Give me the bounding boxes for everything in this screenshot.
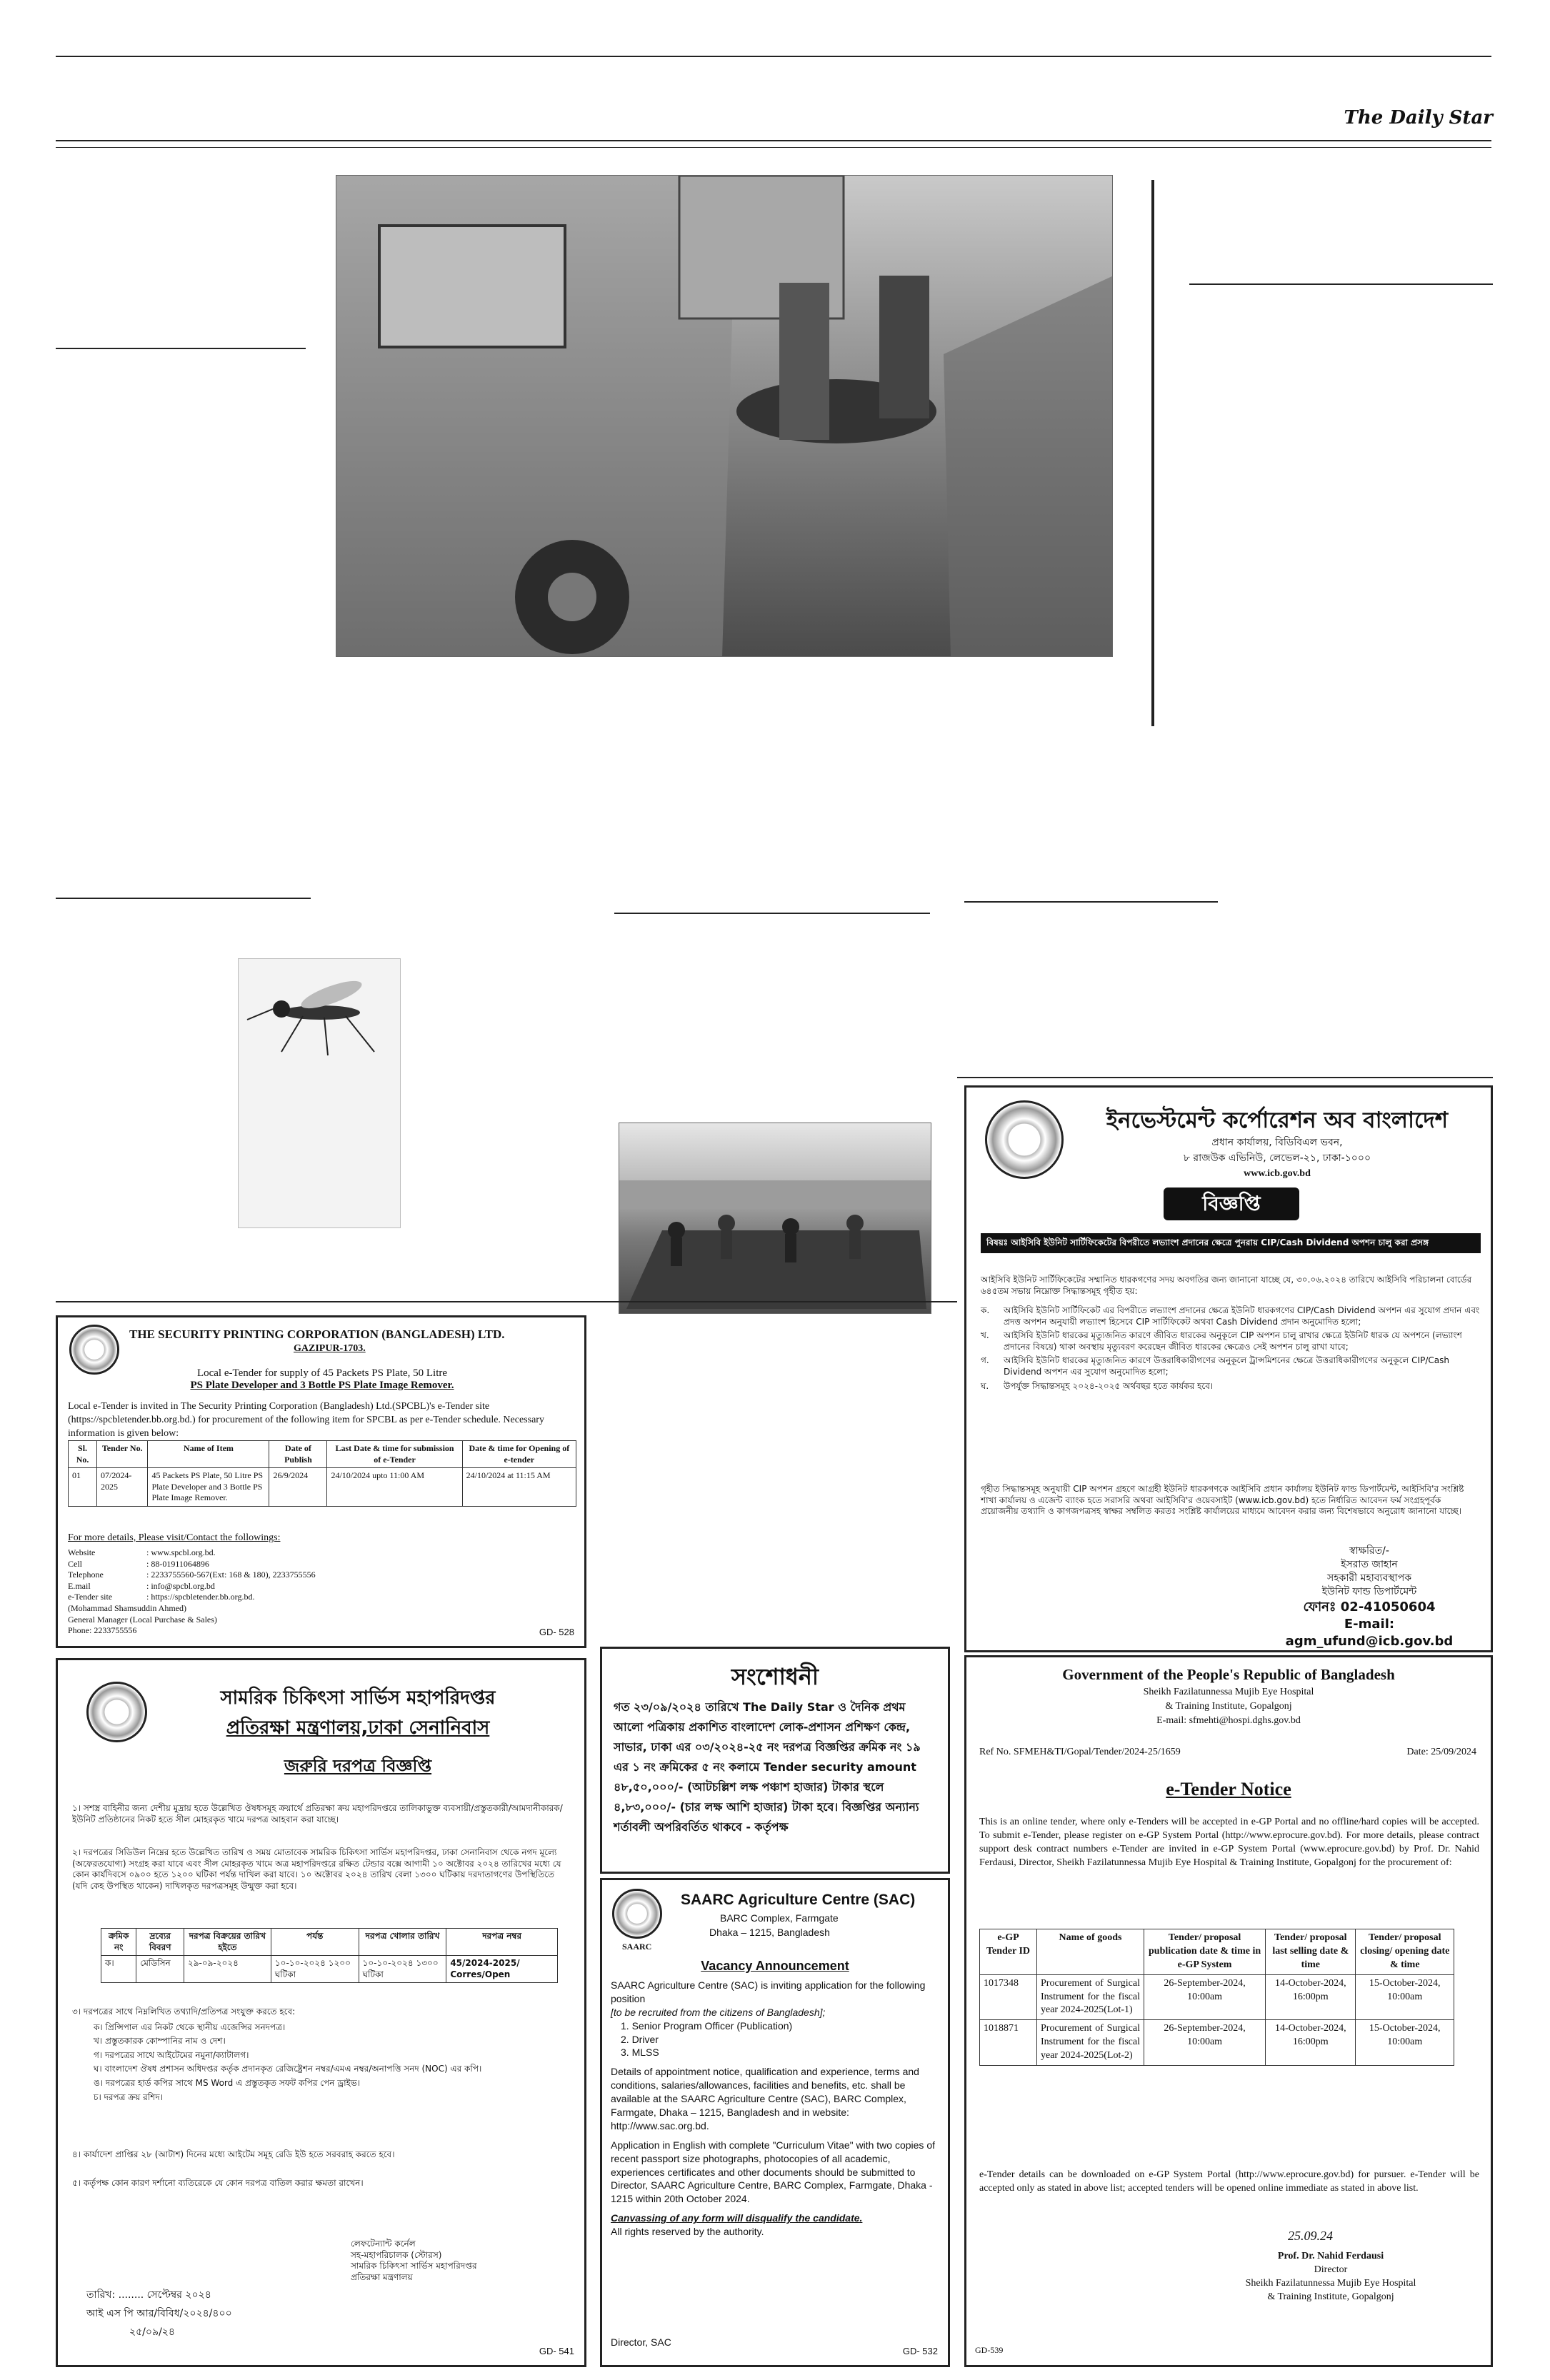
contact-key: Website <box>68 1547 96 1557</box>
cmh-td: 45/2024-2025/ Corres/Open <box>446 1956 558 1983</box>
cmh-p3-item: চ। দরপত্র ক্রয় রশিদ। <box>94 2092 163 2102</box>
correction-title: সংশোধনী <box>731 1663 819 1690</box>
cmh-p3-item: ঙ। দরপত্রের হার্ড কপির সাথে MS Word এ প্রস্তুতকৃত সফট কপির পেন ড্রাইভ। <box>94 2077 361 2088</box>
cmh-ref: আই এস পি আর/বিবিধ/২০২৪/৪০০ <box>86 2308 232 2319</box>
road-accident-photo <box>336 175 1113 657</box>
eye-sign-line: Director <box>1314 2264 1348 2275</box>
spcbl-th: Name of Item <box>148 1441 269 1468</box>
eye-signature-block <box>1181 2250 1481 2304</box>
column-rule-left-mid <box>56 898 311 899</box>
cmh-p3 <box>72 2007 572 2106</box>
eye-sign-line: Sheikh Fazilatunnessa Mujib Eye Hospital <box>1245 2277 1416 2289</box>
eye-td: 14-October-2024, 16:00pm <box>1266 2020 1356 2066</box>
saarc-warning: Canvassing of any form will disqualify the candidate. <box>611 2212 863 2224</box>
cmh-title1: সামরিক চিকিৎসা সার্ভিস মহাপরিদপ্তর <box>220 1687 496 1709</box>
icb-signature-block <box>1262 1545 1476 1650</box>
eye-td: Procurement of Surgical Instrument for the fiscal year 2024-2025(Lot-1) <box>1037 1974 1144 2020</box>
cmh-td: ক। <box>101 1956 136 1983</box>
spcbl-intro: Local e-Tender is invited in The Security Printing Corporation (Bangladesh) Ltd.(SPCBL)'s e-Tender site (https://spcbletender.bb.org.bd.) for procurement of the following item for SPCBL as per e-Tender schedule. Necessary information is given below: <box>68 1401 544 1439</box>
icb-logo-icon <box>985 1100 1064 1179</box>
spcbl-th: Tender No. <box>97 1441 148 1468</box>
masthead-rule-1 <box>56 140 1491 141</box>
eye-td: Procurement of Surgical Instrument for the fiscal year 2024-2025(Lot-2) <box>1037 2020 1144 2066</box>
military-emblem-icon <box>86 1682 147 1742</box>
ads-top-rule-right <box>957 1077 1493 1078</box>
icb-notice-banner: বিজ্ঞপ্তি <box>1164 1188 1299 1220</box>
cmh-p1: ১। সশস্ত্র বাহিনীর জন্য দেশীয় মুদ্রায় হতে উল্লেখিত ঔষধসমূহ ক্রয়ার্থে প্রতিরক্ষা ক্রয় মহাপরিদপ্তরে তালিকাভুক্ত ব্যবসায়ী/প্রস্তুতকারী/আমদানীকারক/ইউনিট প্রতিষ্ঠানের নিকট হতে সীল মোহরকৃত খামে দরপত্র আহবান করা যাচ্ছে। <box>72 1803 563 1824</box>
contact-key: Cell <box>68 1558 82 1569</box>
cmh-th: দ্রব্যের বিবরণ <box>136 1929 184 1956</box>
icb-body-intro: আইসিবি ইউনিট সার্টিফিকেটের সম্মানিত ধারকগণের সদয় অবগতির জন্য জানানো যাচ্ছে যে, ৩০.০৬.২০২৪ তারিখে আইসিবি পরিচালনা বোর্ডের ৬৪৫তম সভায় নিম্নোক্ত সিদ্ধান্তসমূহ গৃহীত হয়: <box>981 1275 1472 1296</box>
column-rule-right-top <box>1189 283 1493 285</box>
icb-address1: প্রধান কার্যালয়, বিডিবিএল ভবন, <box>1211 1137 1343 1148</box>
cmh-td: ২৯-০৯-২০২৪ <box>184 1956 271 1983</box>
contact-value: info@spcbl.org.bd <box>151 1580 215 1591</box>
icb-sign-email: E-mail: agm_ufund@icb.gov.bd <box>1285 1616 1454 1650</box>
cmh-th: দরপত্র খোলার তারিখ <box>359 1929 446 1956</box>
icb-point-number: ঘ. <box>981 1380 989 1391</box>
spcbl-th: Last Date & time for submission of e-Tender <box>327 1441 462 1468</box>
icb-website: www.icb.gov.bd <box>1244 1168 1311 1179</box>
cmh-p3-item: গ। দরপত্রের সাথে আইটেমের নমুনা/ক্যাটালগ। <box>94 2049 249 2060</box>
spcbl-heading-line2: PS Plate Developer and 3 Bottle PS Plate Image Remover. <box>190 1380 454 1391</box>
cmh-sign-line: লেফটেন্যান্ট কর্নেল <box>351 2239 416 2249</box>
saarc-logo-text: SAARC <box>622 1942 652 1952</box>
eye-th: e-GP Tender ID <box>980 1929 1037 1975</box>
icb-points <box>981 1305 1481 1395</box>
spcbl-signatory <box>68 1603 217 1637</box>
saarc-intro: SAARC Agriculture Centre (SAC) is inviting application for the following position <box>611 1979 926 2004</box>
signatory-title: General Manager (Local Purchase & Sales) <box>68 1614 217 1625</box>
spcbl-place: GAZIPUR-1703. <box>294 1343 366 1354</box>
table-row <box>980 1974 1454 2020</box>
icb-address2: ৮ রাজউক এভিনিউ, লেভেল-২১, ঢাকা-১০০০ <box>1183 1153 1371 1164</box>
eye-td: 1017348 <box>980 1974 1037 2020</box>
icb-point-number: ক. <box>981 1305 990 1315</box>
spcbl-td: 24/10/2024 upto 11:00 AM <box>327 1468 462 1507</box>
contact-key: e-Tender site <box>68 1592 113 1602</box>
signatory-phone: Phone: 2233755556 <box>68 1625 137 1636</box>
icb-point-text: আইসিবি ইউনিট ধারকের মৃত্যুজনিত কারণে উত্তরাধিকারীগণের অনুকূলে ট্রান্সমিশনের ক্ষেত্রে উত্তরাধিকারীগণের অনুকূলে CIP/Cash Dividend অপশন এর সুযোগ অনুমোদিত হলো; <box>1004 1355 1449 1377</box>
contact-value: 88-01911064896 <box>151 1558 209 1569</box>
saarc-note: [to be recruited from the citizens of Bangladesh]; <box>611 2006 826 2018</box>
ad-eye-hospital <box>964 1655 1493 2367</box>
saarc-body <box>611 1979 939 2239</box>
cmh-td: ১০-১০-২০২৪ ১৩০০ ঘটিকা <box>359 1956 446 1983</box>
eye-td: 26-September-2024, 10:00am <box>1144 1974 1266 2020</box>
spcbl-org-name: THE SECURITY PRINTING CORPORATION (BANGLADESH) LTD. <box>129 1327 505 1341</box>
icb-sign-line: ইউনিট ফান্ড ডিপার্টমেন্ট <box>1321 1585 1417 1597</box>
eye-sign-line: & Training Institute, Gopalgonj <box>1267 2291 1394 2302</box>
eye-date: Date: 25/09/2024 <box>1406 1747 1476 1757</box>
ad-correction <box>600 1647 950 1874</box>
saarc-details: Details of appointment notice, qualification and experience, terms and conditions, salaries/allowances, facilities and benefits, etc. shall be available at the SAARC Agriculture Centre (SAC), BARC Complex, Farmgate, Dhaka – 1215, Bangladesh and in website: http://www.sac.org.bd. <box>611 2066 919 2132</box>
spcbl-td: 45 Packets PS Plate, 50 Litre PS Plate Developer and 3 Bottle PS Plate Image Remover. <box>148 1468 269 1507</box>
spcbl-td: 26/9/2024 <box>269 1468 327 1507</box>
ad-icb <box>964 1085 1493 1652</box>
icb-point-number: গ. <box>981 1355 989 1366</box>
saarc-gd-code: GD- 532 <box>902 2346 938 2356</box>
spcbl-contacts: Website : www.spcbl.org.bd. Cell : 88-01911064896 Telephone : 2233755560-567(Ext: 168 & 180), 2233755556 E.mail : info@spcbl.org.bd e-Tender site : https://spcbletender.bb.org.bd. <box>68 1547 316 1602</box>
spcbl-heading-line1: Local e-Tender for supply of 45 Packets PS Plate, 50 Litre <box>196 1367 448 1379</box>
cmh-th: দরপত্র নম্বর <box>446 1929 558 1956</box>
ad-military-medical <box>56 1658 586 2367</box>
eye-hospital2: & Training Institute, Gopalgonj <box>1165 1701 1292 1712</box>
cmh-sign-line: সামরিক চিকিৎসা সার্ভিস মহাপরিদপ্তর <box>351 2261 477 2271</box>
cmh-p4: ৪। কার্যাদেশ প্রাপ্তির ২৮ (আটাশ) দিনের মধ্যে আইটেম সমূহ রেডি ইউ হতে সরবরাহ করতে হবে। <box>72 2149 395 2159</box>
saarc-apply: Application in English with complete "Curriculum Vitae" with two copies of recent passport size photographs, photocopies of all academic, experiences certificates and other documents should be submitted to Director, SAARC Agriculture Centre, BARC Complex, Farmgate, Dhaka - 1215 within 20th October 2024. <box>611 2139 936 2205</box>
cmh-heading: জরুরি দরপত্র বিজ্ঞপ্তি <box>284 1756 432 1776</box>
eye-td: 15-October-2024, 10:00am <box>1356 2020 1454 2066</box>
icb-point-text: আইসিবি ইউনিট ধারকের মৃত্যুজনিত কারণে জীবিত ধারকের অনুকূলে CIP অপশন চালু রাখার ক্ষেত্রে ইউনিট ধারক যে অপশনে (লভ্যাংশ প্রদানের বিষয়ে) থাকা অবস্থায় মৃত্যুবরণ করেছেন জীবিত ধারকের ক্ষেত্রেও সেই অপশন চালু রাখা যাবে; <box>1004 1330 1462 1352</box>
cmh-p5: ৫। কর্তৃপক্ষ কোন কারণ দর্শানো ব্যতিরেকে যে কোন দরপত্র বাতিল করার ক্ষমতা রাখেন। <box>72 2178 364 2188</box>
icb-body-end: গৃহীত সিদ্ধান্তসমূহ অনুযায়ী CIP অপশন গ্রহণে আগ্রহী ইউনিট ধারকগণকে আইসিবি প্রধান কার্যালয় ইউনিট ফান্ড ডিপার্টমেন্ট, আইসিবি'র সংশ্লিষ্ট শাখা কার্যালয় ও এজেন্ট ব্যাংক হতে সরাসরি অথবা আইসিবি'র ওয়েবসাইট (www.icb.gov.bd) হতে নির্ধারিত আবেদন ফর্ম সংগ্রহপূর্বক প্রয়োজনীয় তথ্যাদি ও কাগজপত্রসহ স্বাক্ষর সম্বলিত করতঃ সংশ্লিষ্ট কার্যালয়ের মাধ্যমে আবেদন করার জন্য বিশেষভাবে অনুরোধ জানানো যাচ্ছে। <box>981 1484 1464 1517</box>
saarc-addr2: Dhaka – 1215, Bangladesh <box>709 1927 830 1938</box>
eye-td: 26-September-2024, 10:00am <box>1144 2020 1266 2066</box>
cmh-td: ১০-১০-২০২৪ ১২০০ ঘটিকা <box>271 1956 359 1983</box>
vertical-rule-right <box>1151 180 1154 726</box>
eye-th: Name of goods <box>1037 1929 1144 1975</box>
saarc-addr1: BARC Complex, Farmgate <box>720 1912 839 1924</box>
column-rule-right-mid <box>964 901 1218 903</box>
table-row <box>980 2020 1454 2066</box>
cmh-table <box>101 1928 558 1983</box>
ads-top-rule <box>56 1301 957 1302</box>
contact-key: E.mail <box>68 1580 91 1591</box>
eye-heading: e-Tender Notice <box>1166 1779 1291 1799</box>
eye-handwritten-signature: 25.09.24 <box>1288 2229 1333 2243</box>
eye-th: Tender/ proposal last selling date & time <box>1266 1929 1356 1975</box>
boat-photo <box>619 1123 931 1314</box>
contact-value: https://spcbletender.bb.org.bd. <box>151 1592 255 1602</box>
contact-value: 2233755560-567(Ext: 168 & 180), 2233755556 <box>151 1570 316 1580</box>
cmh-th: ক্রমিক নং <box>101 1929 136 1956</box>
eye-table <box>979 1929 1454 2066</box>
saarc-position: 3. MLSS <box>621 2047 659 2059</box>
icb-sign-line: স্বাক্ষরিত/- <box>1349 1545 1389 1557</box>
spcbl-td: 01 <box>69 1468 97 1507</box>
cmh-gd-code: GD- 541 <box>539 2346 574 2356</box>
eye-td: 15-October-2024, 10:00am <box>1356 1974 1454 2020</box>
eye-gd-code: GD-539 <box>975 2345 1004 2356</box>
icb-point-text: উপর্যুক্ত সিদ্ধান্তসমূহ ২০২৪-২০২৫ অর্থবছর হতে কার্যকর হবে। <box>1004 1380 1214 1391</box>
eye-td: 1018871 <box>980 2020 1037 2066</box>
spcbl-heading <box>86 1367 558 1392</box>
icb-point-number: খ. <box>981 1330 989 1341</box>
saarc-position: 1. Senior Program Officer (Publication) <box>621 2019 793 2032</box>
eye-intro: This is an online tender, where only e-Tenders will be accepted in e-GP Portal and no offline/hard copies will be accepted. To submit e-Tender, please register on e-GP System Portal (http://www.eprocure.gov.bd). For more details, please contract support desk contract numbers e-Tender are invited in e-GP System Portal (www.eprocure.gov.bd) by Prof. Dr. Nahid Ferdausi, Director, Sheikh Fazilatunnessa Mujib Eye Hospital & Training Institute, Gopalgonj for the procurement of: <box>979 1817 1479 1868</box>
eye-th: Tender/ proposal closing/ opening date & time <box>1356 1929 1454 1975</box>
icb-subject: বিষয়ঃ আইসিবি ইউনিট সার্টিফিকেটের বিপরীতে লভ্যাংশ প্রদানের ক্ষেত্রে পুনরায় CIP/Cash Dividend অপশন চালু করা প্রসঙ্গ <box>981 1233 1481 1253</box>
masthead-rule-2 <box>56 147 1491 148</box>
contact-key: Telephone <box>68 1570 104 1580</box>
cmh-p3-item: ঘ। বাংলাদেশ ঔষধ প্রশাসন অধিদপ্তর কর্তৃক প্রদানকৃত রেজিষ্ট্রেশন নম্বর/এমএ নম্বর/অনাপত্তি সনদ (NOC) এর কপি। <box>94 2064 482 2074</box>
column-rule-left-top <box>56 348 306 349</box>
cmh-signature-block <box>351 2239 565 2283</box>
spcbl-gd-code: GD- 528 <box>539 1627 574 1637</box>
icb-point-text: আইসিবি ইউনিট সার্টিফিকেট এর বিপরীতে লভ্যাংশ প্রদানের ক্ষেত্রে ইউনিট ধারকগণের CIP/Cash Dividend অপশন এর সুযোগ প্রদান এবং প্রদত্ত অপশন অনুযায়ী লভ্যাংশ হিসেবে CIP সার্টিফিকেট অথবা Cash Dividend প্রদান অনুমোদিত হলো; <box>1004 1305 1480 1327</box>
signatory-name: (Mohammad Shamsuddin Ahmed) <box>68 1603 186 1613</box>
icb-title: ইনভেস্টমেন্ট কর্পোরেশন অব বাংলাদেশ <box>1106 1108 1449 1133</box>
spcbl-td: 24/10/2024 at 11:15 AM <box>462 1468 576 1507</box>
spcbl-th: Date & time for Opening of e-tender <box>462 1441 576 1468</box>
spcbl-th: Date of Publish <box>269 1441 327 1468</box>
eye-gov: Government of the People's Republic of Bangladesh <box>1062 1666 1395 1683</box>
mosquito-photo <box>238 958 401 1228</box>
cmh-date-line: তারিখ: ........ সেপ্টেম্বর ২০২৪ <box>86 2289 211 2301</box>
icb-sign-line: ইসরাত জাহান <box>1341 1558 1398 1570</box>
cmh-td: মেডিসিন <box>136 1956 184 1983</box>
cmh-p3-item: ক। প্রিন্সিপাল এর নিকট থেকে স্থানীয় এজেন্সির সনদপত্র। <box>94 2022 286 2032</box>
cmh-ref-date: ২৫/০৯/২৪ <box>129 2326 175 2338</box>
spcbl-td: 07/2024-2025 <box>97 1468 148 1507</box>
cmh-p3-head: ৩। দরপত্রের সাথে নিম্নলিখিত তথ্যাদি/প্রতিপত্র সংযুক্ত করতে হবে: <box>72 2007 296 2017</box>
eye-footer: e-Tender details can be downloaded on e-GP System Portal (http://www.eprocure.gov.bd) for pursuer. e-Tender will be accepted only as stated in above list; accepted tenders will be opened online immediate as stated in above list. <box>979 2169 1479 2194</box>
saarc-position: 2. Driver <box>621 2033 659 2045</box>
cmh-title2: প্রতিরক্ষা মন্ত্রণালয়,ঢাকা সেনানিবাস <box>226 1717 490 1739</box>
spcbl-th: Sl. No. <box>69 1441 97 1468</box>
spcbl-details-label: For more details, Please visit/Contact the followings: <box>68 1532 281 1543</box>
icb-sign-line: সহকারী মহাব্যবস্থাপক <box>1326 1572 1412 1584</box>
cmh-th: দরপত্র বিক্রয়ের তারিখ হইতে <box>184 1929 271 1956</box>
saarc-rights: All rights reserved by the authority. <box>611 2226 764 2238</box>
spcbl-table <box>68 1440 576 1507</box>
saarc-org: SAARC Agriculture Centre (SAC) <box>681 1892 916 1908</box>
ad-saarc <box>600 1878 950 2367</box>
column-rule-center-mid <box>614 913 930 914</box>
eye-sign-line: Prof. Dr. Nahid Ferdausi <box>1277 2251 1384 2261</box>
eye-email: E-mail: sfmehti@hospi.dghs.gov.bd <box>1156 1715 1301 1726</box>
eye-ref: Ref No. SFMEH&TI/Gopal/Tender/2024-25/1659 <box>979 1747 1181 1757</box>
eye-hospital1: Sheikh Fazilatunnessa Mujib Eye Hospital <box>1143 1687 1314 1697</box>
cmh-sign-line: সহ-মহাপরিচালক (স্টোরস) <box>351 2249 442 2260</box>
eye-td: 14-October-2024, 16:00pm <box>1266 1974 1356 2020</box>
eye-th: Tender/ proposal publication date & time in e-GP System <box>1144 1929 1266 1975</box>
masthead-logo: The Daily Star <box>1344 107 1493 129</box>
icb-sign-phone: ফোনঃ 02-41050604 <box>1303 1599 1436 1615</box>
ad-security-printing <box>56 1315 586 1648</box>
saarc-sign: Director, SAC <box>611 2336 671 2348</box>
cmh-th: পর্যন্ত <box>271 1929 359 1956</box>
cmh-p2: ২। দরপত্রের সিডিউল নিম্নের হতে উল্লেখিত তারিখ ও সময় মোতাবেক সামরিক চিকিৎসা সার্ভিস মহাপরিদপ্তর, ঢাকা সেনানিবাস থেকে নগদ মূল্যে (অফেরতযোগ্য) সংগ্রহ করা যাবে এবং সীল মোহরকৃত খামে অত্র মহাপরিদপ্তরে রক্ষিত টেন্ডার বক্সে আগামী ১০ অক্টোবর ২০২৪ তারিখের মধ্যে যে কোন কার্যদিবসে ০৯০০ হতে ১২০০ ঘটিকা পর্যন্ত দাখিল করা যাবে। ১০ অক্টোবর ২০২৪ তারিখ বেলা ১৩০০ ঘটিকায় দরদাতাগণের উপস্থিতিতে (যদি কেহ উপস্থিত থাকেন) দাখিলকৃত দরপত্রসমূহ উন্মুক্ত করা হবে। <box>72 1847 561 1891</box>
saarc-logo-icon <box>612 1889 662 1939</box>
contact-value: www.spcbl.org.bd. <box>151 1547 216 1557</box>
top-rule <box>56 56 1491 57</box>
cmh-sign-line: প্রতিরক্ষা মন্ত্রণালয় <box>351 2271 413 2282</box>
saarc-heading: Vacancy Announcement <box>701 1959 849 1973</box>
correction-body: গত ২৩/০৯/২০২৪ তারিখে The Daily Star ও দৈনিক প্রথম আলো পত্রিকায় প্রকাশিত বাংলাদেশ লোক-প্রশাসন প্রশিক্ষণ কেন্দ্র, সাভার, ঢাকা এর ০৩/২০২৪-২৫ নং দরপত্র বিজ্ঞপ্তির ক্রমিক নং ১৯ এর ১ নং ক্রমিকের ৫ নং কলামে Tender security amount ৪৮,৫০,০০০/- (আটচল্লিশ লক্ষ পঞ্চাশ হাজার) টাকার স্থলে ৪,৮৩,০০০/- (চার লক্ষ আশি হাজার) টাকা হবে। বিজ্ঞপ্তির অন্যান্য শর্তাবলী অপরিবর্তিত থাকবে - কর্তৃপক্ষ <box>614 1700 921 1834</box>
cmh-p3-item: খ। প্রস্তুতকারক কোম্পানির নাম ও দেশ। <box>94 2036 226 2047</box>
